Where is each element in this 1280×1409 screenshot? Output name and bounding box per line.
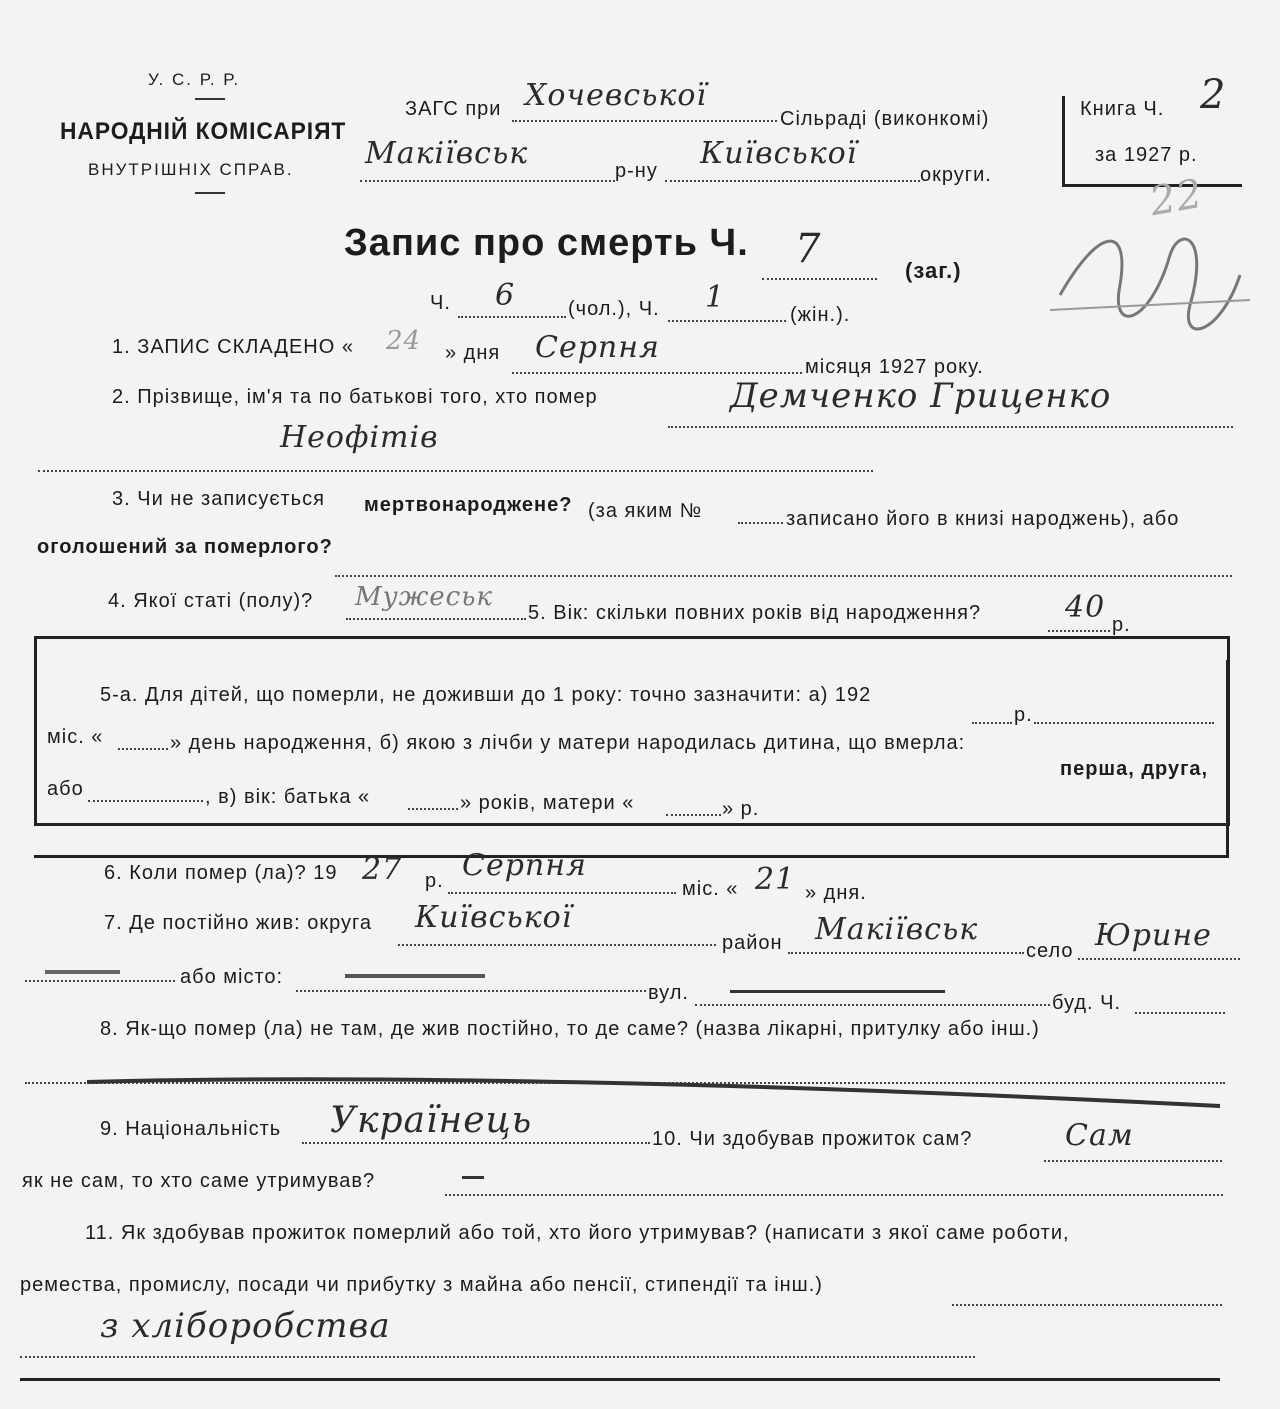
f5a-line2b: » день народження, б) якою з лічби у матери народилась дитина, що вмерла: [170,732,966,754]
female-suffix: (жін.). [790,304,851,326]
ministry-subtitle: ВНУТРІШНІХ СПРАВ. [88,160,294,179]
f7-okruha: Київської [415,900,573,935]
f5a-month-line [1034,722,1214,724]
f2-line [668,426,1233,428]
title-number: 7 [795,226,822,272]
margin-note: 22 [1146,170,1207,226]
divider [195,98,225,100]
f4-label: 4. Якої статі (полу)? [108,590,314,612]
f7-vul: вул. [648,982,689,1004]
okruha-line [665,180,920,182]
page-title: Запис про смерть Ч. [344,222,749,264]
f7-selo: Юрине [1095,918,1212,953]
book-box-left [1062,96,1065,186]
f4-line [346,618,526,620]
f3-declared-dead: оголошений за померлого? [37,536,333,558]
f5a-mother-line [666,814,721,816]
f5a-day-line [118,748,168,750]
f5a-line3b: , в) вік: батька « [205,786,371,808]
f11-line-b [20,1356,975,1358]
council-label: Сільраді (виконкомі) [780,108,990,130]
f2-label: 2. Прізвище, ім'я та по батькові того, хто помер [112,386,598,408]
book-value: 2 [1200,72,1227,118]
book-label: Книга Ч. [1080,98,1165,120]
male-line [458,316,566,318]
f9-label: 9. Національність [100,1118,282,1140]
f5a-line3a: або [47,778,84,800]
f3-number-line [738,522,783,524]
title-number-line [762,278,877,280]
f9-value: Українець [330,1100,533,1141]
f7-misto: або місто: [180,966,284,988]
f6-year: 27 [362,852,403,887]
f5a-line1: 5-а. Для дітей, що померли, не доживши до 1 року: точно зазначити: а) 192 [100,684,872,706]
f6-mis: міс. « [682,878,739,900]
f7-misto-dash [345,974,485,978]
f1-month-line [512,372,802,374]
ussr-label: У. С. Р. Р. [148,70,241,89]
f5a-line3c: » років, матери « [460,792,635,814]
f11-value: з хліборобства [100,1306,391,1346]
f11-line-a [952,1304,1222,1306]
f5a-year-line [972,722,1012,724]
f11-line2: ремества, промислу, посади чи прибутку з майна або пенсії, стипендії та інш.) [20,1274,823,1296]
f7-selo-label: село [1026,940,1074,962]
f7-dash [45,970,120,974]
title-suffix: (заг.) [905,258,962,283]
f7-bud: буд. Ч. [1052,992,1122,1014]
f5-value: 40 [1065,590,1106,625]
f7-raion: Макіївськ [815,912,979,947]
bottom-rule [20,1378,1220,1381]
divider [195,192,225,194]
male-suffix: (чол.), Ч. [568,298,660,320]
f5-line [1048,630,1110,632]
zags-line [512,120,777,122]
f3-stillborn: мертвонароджене? [364,494,573,516]
f10b-line [445,1194,1223,1196]
f5a-line1-end: р. [1014,704,1033,726]
f5a-line2a: міс. « [47,726,104,748]
f10-value: Сам [1065,1118,1134,1153]
raion-value: Макіївськ [365,136,529,171]
ministry-title: НАРОДНІЙ КОМІСАРІЯТ [60,118,347,145]
f9-line [302,1142,650,1144]
f1-day: 24 [386,326,422,356]
signature-scribble [1040,215,1260,365]
female-value: 1 [705,280,726,315]
f8-strike [85,1074,1225,1114]
f7-misto-line [296,990,646,992]
f7-okruha-line [398,944,716,946]
f7-raion-label: район [722,932,783,954]
f11-line1: 11. Як здобував прожиток померлий або той, хто його утримував? (написати з якої саме роботи, [85,1222,1070,1244]
infant-box-edge [1226,660,1229,856]
year-label: за 1927 р. [1095,144,1198,166]
f10-line [1044,1160,1222,1162]
f1-label: 1. ЗАПИС СКЛАДЕНО « [112,336,354,358]
f2-value2: Неофітів [280,420,439,455]
zags-value: Хочевської [525,78,708,113]
f6-r: р. [425,870,444,892]
f5a-order-line [88,800,203,802]
f5-label: 5. Вік: скільки повних років від народження? [528,602,982,624]
f3-label: 3. Чи не записується [112,488,325,510]
f1-tail: місяця 1927 року. [805,356,984,378]
f7-selo-line [1078,958,1240,960]
f7-bud-line [1135,1012,1225,1014]
f5-unit: р. [1112,614,1131,636]
f5a-father-line [408,808,458,810]
f6-tail: » дня. [805,882,867,904]
f10-label: 10. Чи здобував прожиток сам? [652,1128,973,1150]
f2-line2 [38,470,873,472]
zags-label: ЗАГС при [405,98,502,120]
male-value: 6 [495,278,516,313]
f1-day-suffix: » дня [445,342,501,364]
f7-label: 7. Де постійно жив: округа [104,912,372,934]
raion-label: р-ну [615,160,658,182]
f8-label: 8. Як-що помер (ла) не там, де жив постійно, то де саме? (назва лікарні, притулку або інш.) [100,1018,1040,1040]
f3-tail: записано його в книзі народжень), або [786,508,1180,530]
f7-vul-line [695,1004,1050,1006]
f2-value: Демченко Гриценко [730,376,1112,416]
f10b-label: як не сам, то хто саме утримував? [22,1170,376,1192]
f7-vul-dash [730,990,945,993]
f6-month: Серпня [462,848,587,883]
okruha-value: Київської [700,136,858,171]
female-line [668,320,786,322]
male-label: Ч. [430,292,451,314]
f5a-line2-bold: перша, друга, [1060,758,1209,780]
infant-box-bottom [34,855,1229,858]
f7-blank-line [25,980,175,982]
f6-month-line [448,892,676,894]
f4-value: Мужеськ [355,582,493,612]
f3-number-label: (за яким № [588,500,703,522]
f7-raion-line [788,952,1024,954]
f5a-line3d: » р. [722,798,760,820]
f3-line [335,575,1232,577]
okruha-label: округи. [920,164,992,186]
f6-label: 6. Коли помер (ла)? 19 [104,862,338,884]
raion-line [360,180,615,182]
f10b-dash [462,1176,484,1179]
f6-day: 21 [755,862,796,897]
f1-month: Серпня [535,330,660,365]
